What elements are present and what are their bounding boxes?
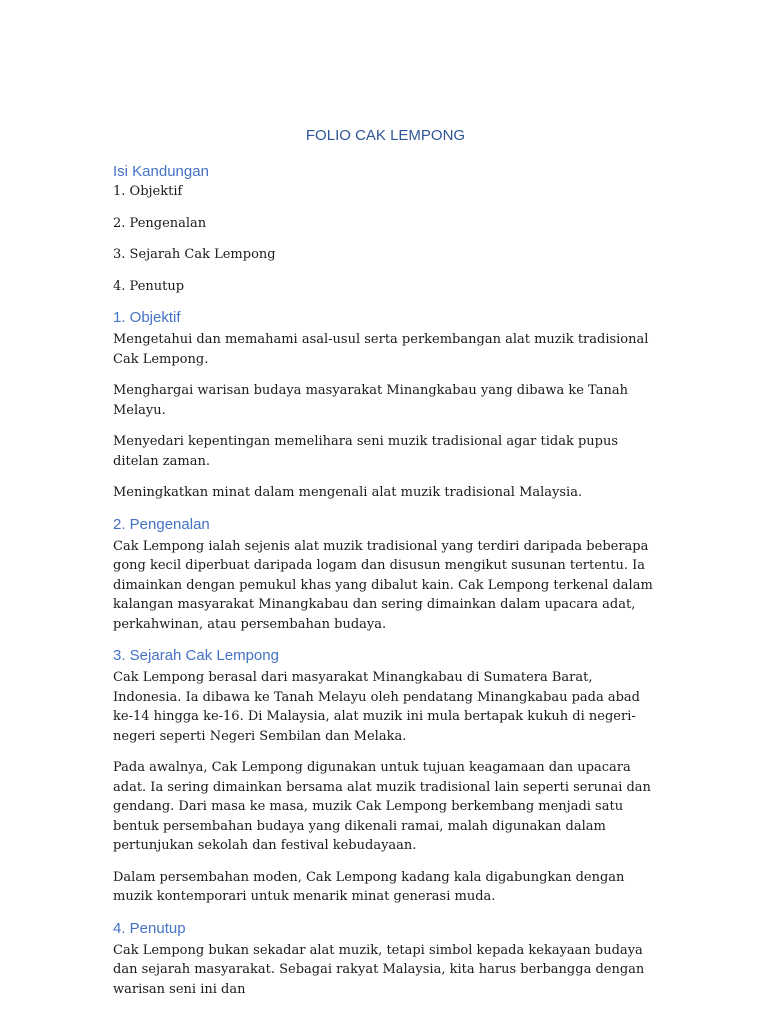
paragraph: Mengetahui dan memahami asal-usul serta perkembangan alat muzik tradisional Cak Lempong. bbox=[113, 332, 649, 367]
toc-item-penutup: 4. Penutup bbox=[113, 278, 185, 294]
section-heading-penutup: 4. Penutup bbox=[113, 919, 186, 937]
paragraph: Cak Lempong bukan sekadar alat muzik, tetapi simbol kepada kekayaan budaya dan sejarah masyarakat. Sebagai rakyat Malaysia, kita harus berbangga dengan warisan seni ini dan bbox=[113, 942, 645, 997]
toc-item-pengenalan: 2. Pengenalan bbox=[113, 215, 207, 231]
section-penutup bbox=[113, 919, 658, 1000]
paragraph: Menyedari kepentingan memelihara seni muzik tradisional agar tidak pupus ditelan zaman. bbox=[113, 434, 619, 469]
toc-item-sejarah: 3. Sejarah Cak Lempong bbox=[113, 247, 276, 262]
section-sejarah bbox=[113, 646, 658, 907]
paragraph: Dalam persembahan moden, Cak Lempong kadang kala digabungkan dengan muzik kontemporari untuk menarik minat generasi muda. bbox=[113, 869, 625, 904]
section-heading-sejarah: 3. Sejarah Cak Lempong bbox=[113, 647, 279, 664]
document-title: FOLIO CAK LEMPONG bbox=[305, 127, 466, 144]
paragraph: Cak Lempong berasal dari masyarakat Minangkabau di Sumatera Barat, Indonesia. Ia dibawa ke Tanah Melayu oleh pendatang Minangkabau pada abad ke-14 hingga ke-16. Di Malaysia, alat muzik ini mula bertapak kukuh di negeri-negeri seperti Negeri Sembilan dan Melaka. bbox=[113, 670, 641, 744]
paragraph: Menghargai warisan budaya masyarakat Minangkabau yang dibawa ke Tanah Melayu. bbox=[113, 383, 628, 418]
section-heading-pengenalan: 2. Pengenalan bbox=[113, 515, 210, 533]
paragraph: Pada awalnya, Cak Lempong digunakan untuk tujuan keagamaan dan upacara adat. Ia sering dimainkan bersama alat muzik tradisional lain seperti serunai dan gendang. Dari masa ke masa, muzik Cak Lempong berkembang menjadi satu bentuk persembahan budaya yang dikenali ramai, malah digunakan dalam pertunjukan sekolah dan festival kebudayaan. bbox=[113, 760, 651, 853]
section-heading-objektif: 1. Objektif bbox=[113, 309, 181, 326]
paragraph: Meningkatkan minat dalam mengenali alat muzik tradisional Malaysia. bbox=[113, 485, 583, 500]
paragraph: Cak Lempong ialah sejenis alat muzik tradisional yang terdiri daripada beberapa gong kecil diperbuat daripada logam dan disusun mengikut susunan tertentu. Ia dimainkan dengan pemukul khas yang dibalut kain. Cak Lempong terkenal dalam kalangan masyarakat Minangkabau dan sering dimainkan dalam upacara adat, perkahwinan, atau persembahan budaya. bbox=[113, 538, 653, 632]
section-objektif bbox=[113, 308, 658, 503]
table-of-contents bbox=[113, 162, 658, 296]
section-pengenalan bbox=[113, 515, 658, 635]
toc-heading: Isi Kandungan bbox=[113, 163, 209, 180]
toc-item-objektif: 1. Objektif bbox=[113, 184, 183, 199]
